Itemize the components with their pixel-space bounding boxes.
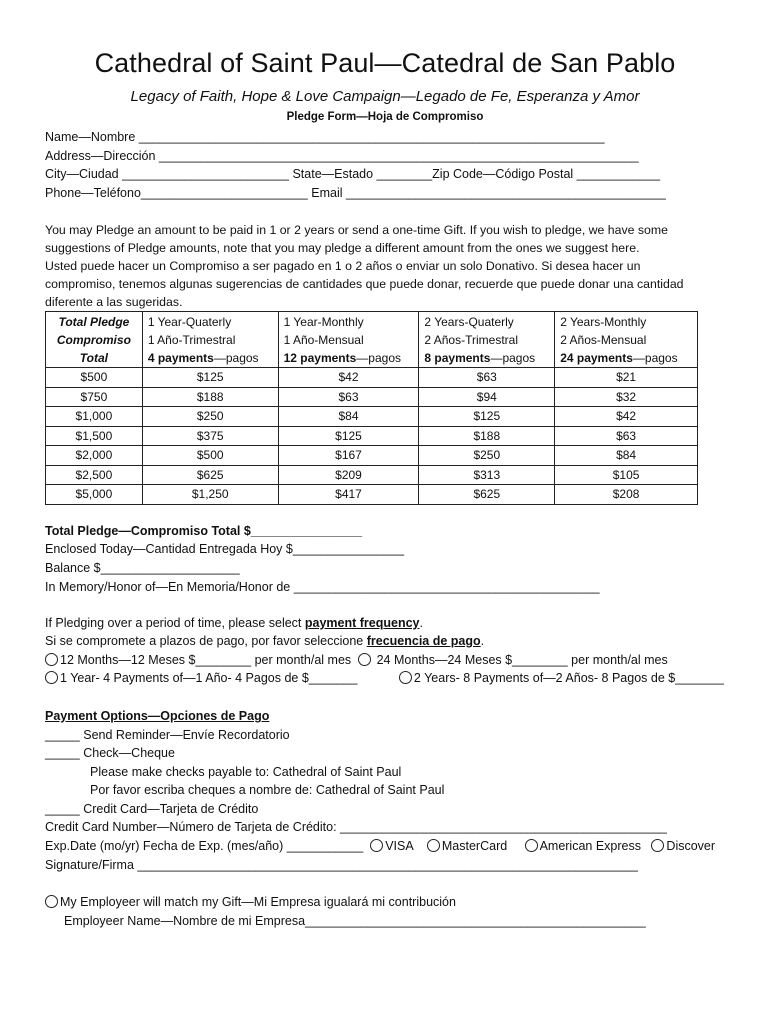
- visa-option[interactable]: VISA: [370, 839, 413, 853]
- frequency-options-row-2: [45, 670, 724, 686]
- radio-button-icon[interactable]: [427, 839, 440, 852]
- city-field[interactable]: City—Ciudad ________________________: [45, 167, 289, 181]
- radio-button-icon[interactable]: [358, 653, 371, 666]
- radio-button-icon[interactable]: [651, 839, 664, 852]
- frequency-instruction-es: Si se compromete a plazos de pago, por favor seleccione frecuencia de pago.: [45, 634, 485, 648]
- total-pledge-field[interactable]: Total Pledge—Compromiso Total $________________: [45, 524, 363, 538]
- frequency-instruction-en: If Pledging over a period of time, please select payment frequency.: [45, 616, 423, 630]
- table-row: $500 $125 $42 $63 $21: [46, 368, 698, 388]
- phone-email-row: [45, 185, 666, 201]
- table-row: $750 $188 $63 $94 $32: [46, 387, 698, 407]
- campaign-subtitle: Legacy of Faith, Hope & Love Campaign—Legado de Fe, Esperanza y Amor: [130, 88, 640, 105]
- signature-field[interactable]: Signature/Firma ________________________________________________________________________: [45, 858, 638, 872]
- column-header: 1 Year-Quaterly 1 Año-Trimestral 4 payments—pagos: [142, 312, 278, 368]
- check-option[interactable]: _____ Check—Cheque: [45, 746, 175, 760]
- discover-option[interactable]: Discover: [651, 839, 715, 853]
- column-header: 2 Years-Quaterly 2 Años-Trimestral 8 payments—pagos: [419, 312, 555, 368]
- expiration-card-type-row: [45, 838, 715, 854]
- radio-button-icon[interactable]: [45, 653, 58, 666]
- radio-button-icon[interactable]: [45, 895, 58, 908]
- table-row: $2,000 $500 $167 $250 $84: [46, 446, 698, 466]
- radio-button-icon[interactable]: [399, 671, 412, 684]
- mastercard-option[interactable]: MasterCard: [427, 839, 507, 853]
- radio-button-icon[interactable]: [45, 671, 58, 684]
- expiration-field[interactable]: Exp.Date (mo/yr) Fecha de Exp. (mes/año) ___________: [45, 839, 364, 853]
- table-row: $2,500 $625 $209 $313 $105: [46, 465, 698, 485]
- intro-english: You may Pledge an amount to be paid in 1 or 2 years or send a one-time Gift. If you wish to pledge, we have some suggestions of Pledge amounts, note that you may pledge a different amount from the ones we suggest here.: [45, 223, 668, 256]
- column-header: 2 Years-Monthly 2 Años-Mensual 24 payments—pagos: [555, 312, 698, 368]
- check-payable-en: Please make checks payable to: Cathedral of Saint Paul: [90, 765, 402, 779]
- table-row: $1,500 $375 $125 $188 $63: [46, 426, 698, 446]
- enclosed-today-field[interactable]: Enclosed Today—Cantidad Entregada Hoy $________________: [45, 542, 405, 556]
- table-row: $5,000 $1,250 $417 $625 $208: [46, 485, 698, 505]
- card-number-field[interactable]: Credit Card Number—Número de Tarjeta de Crédito: _______________________________________________: [45, 820, 667, 834]
- memory-honor-field[interactable]: In Memory/Honor of—En Memoria/Honor de ____________________________________________: [45, 580, 600, 594]
- employer-match-option[interactable]: My Employeer will match my Gift—Mi Empresa igualará mi contribución: [45, 894, 456, 910]
- total-header-cell: Total Pledge Compromiso Total: [46, 312, 143, 368]
- balance-field[interactable]: Balance $____________________: [45, 561, 240, 575]
- employer-name-field[interactable]: Employeer Name—Nombre de mi Empresa_________________________________________________: [64, 914, 646, 928]
- send-reminder-option[interactable]: _____ Send Reminder—Envíe Recordatorio: [45, 728, 290, 742]
- intro-spanish: Usted puede hacer un Compromiso a ser pagado en 1 o 2 años o enviar un solo Donativo. Si desea hacer un compromiso, tenemos algunas sugerencias de cantidades que puede donar, recuerde que puede donar una cantidad diferente a las sugeridas.: [45, 259, 684, 310]
- payment-options-heading: Payment Options—Opciones de Pago: [45, 709, 270, 723]
- form-title: Pledge Form—Hoja de Compromiso: [286, 111, 484, 123]
- page-title: Cathedral of Saint Paul—Catedral de San Pablo: [94, 48, 676, 78]
- frequency-options-row-1: [45, 652, 668, 668]
- option-1-year[interactable]: 1 Year- 4 Payments of—1 Año- 4 Pagos de $_______: [45, 671, 357, 685]
- address-field[interactable]: Address—Dirección _____________________________________________________________________: [45, 149, 639, 163]
- credit-card-option[interactable]: _____ Credit Card—Tarjeta de Crédito: [45, 802, 259, 816]
- state-field[interactable]: State—Estado ________: [292, 167, 433, 181]
- option-24-months[interactable]: 24 Months—24 Meses $________ per month/al mes: [358, 653, 668, 667]
- table-row: $1,000 $250 $84 $125 $42: [46, 407, 698, 427]
- column-header: 1 Year-Monthly 1 Año-Mensual 12 payments—pagos: [278, 312, 419, 368]
- zip-field[interactable]: Zip Code—Código Postal ____________: [432, 167, 661, 181]
- name-field[interactable]: Name—Nombre ___________________________________________________________________: [45, 130, 605, 144]
- option-2-years[interactable]: 2 Years- 8 Payments of—2 Años- 8 Pagos de $_______: [399, 671, 724, 685]
- amex-option[interactable]: American Express: [525, 839, 641, 853]
- radio-button-icon[interactable]: [525, 839, 538, 852]
- table-header-row: [46, 312, 698, 368]
- radio-button-icon[interactable]: [370, 839, 383, 852]
- option-12-months[interactable]: 12 Months—12 Meses $________ per month/al mes: [45, 653, 351, 667]
- city-state-zip-row: [45, 166, 660, 182]
- check-payable-es: Por favor escriba cheques a nombre de: Cathedral of Saint Paul: [90, 783, 445, 797]
- phone-field[interactable]: Phone—Teléfono________________________: [45, 186, 308, 200]
- email-field[interactable]: Email ______________________________________________: [311, 186, 666, 200]
- pledge-amount-table: [45, 311, 698, 505]
